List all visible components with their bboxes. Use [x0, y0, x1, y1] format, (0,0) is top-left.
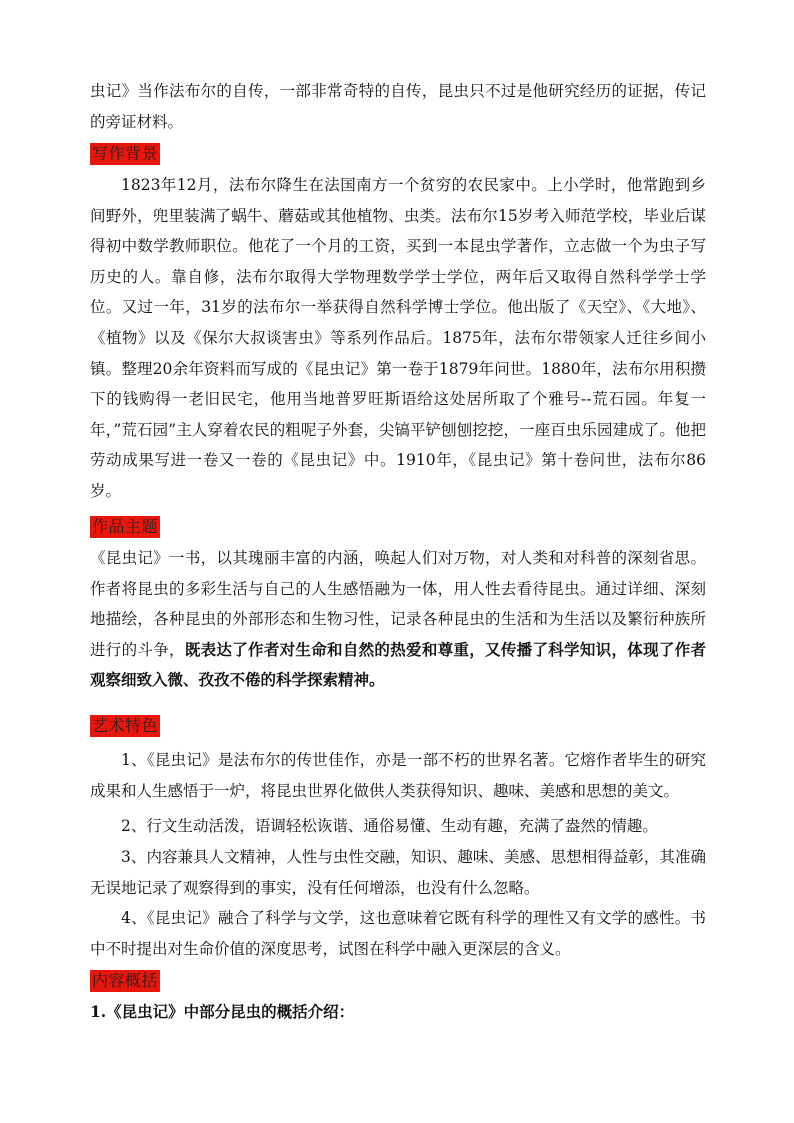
heading-artistic-features: 艺术特色: [92, 716, 159, 735]
background-paragraph: 1823年12月，法布尔降生在法国南方一个贫穷的农民家中。上小学时，他常跑到乡间野外，兜里装满了蜗牛、蘑菇或其他植物、虫类。法布尔15岁考入师范学校，毕业后谋得初中数学教师职位。他花了一个月的工资，买到一本昆虫学著作，立志做一个为虫子写历史的人。靠自修，法布尔取得大学物理数学学士学位，两年后又取得自然科学学士学位。又过一年，31岁的法布尔一举获得自然科学博士学位。他出版了《天空》、《大地》、《植物》以及《保尔大叔谈害虫》等系列作品后。1875年，法布尔带领家人迁往乡间小镇。整理20余年资料而写成的《昆虫记》第一卷于1879年问世。1880年，法布尔用积攒下的钱购得一老旧民宅，他用当地普罗旺斯语给这处居所取了个雅号--荒石园。年复一年，”荒石园”主人穿着农民的粗呢子外套，尖镐平铲刨刨挖挖，一座百虫乐园建成了。他把劳动成果写进一卷又一卷的《昆虫记》中。1910年，《昆虫记》第十卷问世，法布尔86岁。: [90, 176, 706, 500]
heading-content-summary: 内容概括: [92, 971, 159, 990]
intro-paragraph: 虫记》当作法布尔的自传，一部非常奇特的自传，昆虫只不过是他研究经历的证据，传记的旁证材料。: [90, 82, 706, 131]
heading-writing-background: 写作背景: [92, 144, 159, 163]
heading-work-theme: 作品主题: [92, 517, 159, 536]
theme-paragraph: [90, 543, 706, 696]
art-item-2: 2、行文生动活泼，语调轻松诙谐、通俗易懂、生动有趣，充满了盎然的情趣。: [121, 817, 658, 835]
summary-subheading: 1.《昆虫记》中部分昆虫的概括介绍：: [90, 1002, 355, 1021]
theme-emphasis: 既表达了作者对生命和自然的热爱和尊重，又传播了科学知识，体现了作者观察细致入微、孜孜不倦的科学探索精神。: [90, 639, 706, 690]
art-item-3: 3、内容兼具人文精神，人性与虫性交融，知识、趣味、美感、思想相得益彰，其准确无误地记录了观察得到的事实，没有任何增添，也没有什么忽略。: [90, 848, 706, 897]
theme-text: 《昆虫记》一书，以其瑰丽丰富的内涵，唤起人们对万物，对人类和对科普的深刻省思。作者将昆虫的多彩生活与自己的人生感悟融为一体，用人性去看待昆虫。通过详细、深刻地描绘，各种昆虫的外部形态和生物习性，记录各种昆虫的生活和为生活以及繁衍种族所进行的斗争，: [90, 549, 706, 659]
art-item-4: 4、《昆虫记》融合了科学与文学，这也意味着它既有科学的理性又有文学的感性。书中不时提出对生命价值的深度思考，试图在科学中融入更深层的含义。: [90, 909, 706, 958]
art-item-1: 1、《昆虫记》是法布尔的传世佳作，亦是一部不朽的世界名著。它熔作者毕生的研究成果和人生感悟于一炉，将昆虫世界化做供人类获得知识、趣味、美感和思想的美文。: [90, 751, 706, 800]
